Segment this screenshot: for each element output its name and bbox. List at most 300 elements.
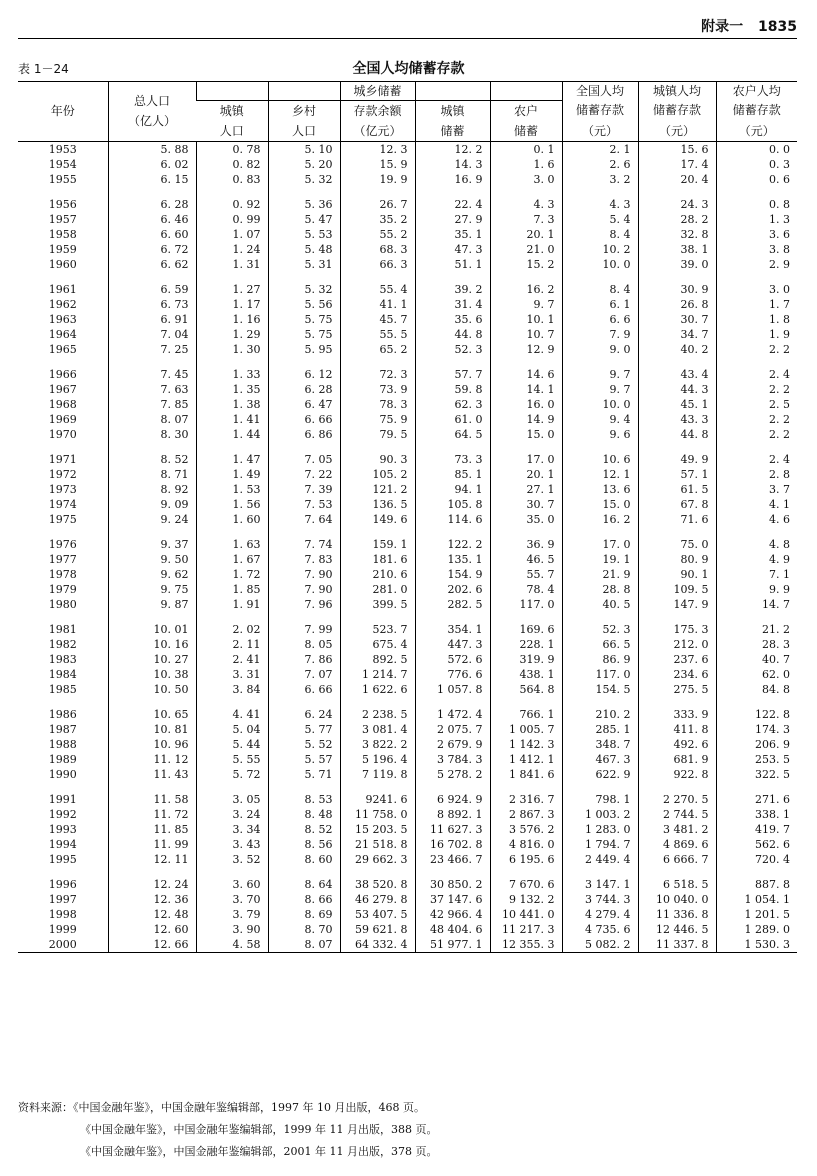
table-row <box>18 682 797 697</box>
spacer-cell <box>562 357 638 367</box>
table-row <box>18 467 797 482</box>
page-number: 1835 <box>758 19 797 35</box>
spacer-cell <box>562 442 638 452</box>
cell-urban-savings: 776. 6 <box>415 667 490 682</box>
cell-urban-per-capita: 39. 0 <box>638 257 716 272</box>
cell-rural-per-capita: 3. 8 <box>716 242 797 257</box>
cell-urban-per-capita: 6 666. 7 <box>638 852 716 867</box>
cell-rural-per-capita: 1 054. 1 <box>716 892 797 907</box>
cell-urban-population: 5. 55 <box>196 752 268 767</box>
cell-total-population: 10. 16 <box>108 637 196 652</box>
cell-urban-savings: 1 472. 4 <box>415 707 490 722</box>
table-row <box>18 342 797 357</box>
table-row <box>18 892 797 907</box>
running-head <box>18 16 797 39</box>
table-row <box>18 597 797 612</box>
header-urban-population-spacer <box>196 82 268 101</box>
cell-national-per-capita: 12. 1 <box>562 467 638 482</box>
cell-savings-balance: 75. 9 <box>340 412 415 427</box>
cell-rural-per-capita: 1. 9 <box>716 327 797 342</box>
cell-national-per-capita: 8. 4 <box>562 227 638 242</box>
cell-total-population: 7. 25 <box>108 342 196 357</box>
cell-year: 1956 <box>48 198 77 211</box>
cell-urban-population: 1. 60 <box>196 512 268 527</box>
cell-rural-savings: 14. 1 <box>490 382 562 397</box>
table-row <box>18 227 797 242</box>
cell-total-population: 9. 09 <box>108 497 196 512</box>
spacer-cell <box>196 272 268 282</box>
spacer-cell <box>716 357 797 367</box>
cell-rural-per-capita: 174. 3 <box>716 722 797 737</box>
header-urban-population-line2: 人口 <box>196 121 268 142</box>
cell-urban-population: 1. 29 <box>196 327 268 342</box>
cell-urban-population: 1. 56 <box>196 497 268 512</box>
table-row <box>18 282 797 297</box>
cell-savings-balance: 55. 2 <box>340 227 415 242</box>
cell-national-per-capita: 6. 1 <box>562 297 638 312</box>
table-row <box>18 852 797 867</box>
cell-urban-per-capita: 43. 4 <box>638 367 716 382</box>
cell-rural-population: 7. 64 <box>268 512 340 527</box>
table-row <box>18 242 797 257</box>
cell-rural-population: 8. 56 <box>268 837 340 852</box>
cell-total-population: 8. 92 <box>108 482 196 497</box>
table-header <box>18 82 797 142</box>
cell-total-population: 9. 75 <box>108 582 196 597</box>
cell-rural-per-capita: 2. 2 <box>716 382 797 397</box>
cell-rural-per-capita: 0. 3 <box>716 157 797 172</box>
cell-urban-per-capita: 49. 9 <box>638 452 716 467</box>
cell-rural-per-capita: 2. 2 <box>716 427 797 442</box>
cell-rural-per-capita: 0. 6 <box>716 172 797 187</box>
cell-urban-savings: 61. 0 <box>415 412 490 427</box>
cell-rural-savings: 20. 1 <box>490 227 562 242</box>
cell-total-population: 10. 38 <box>108 667 196 682</box>
cell-rural-population: 5. 47 <box>268 212 340 227</box>
spacer-cell <box>18 357 108 367</box>
cell-rural-per-capita: 271. 6 <box>716 792 797 807</box>
cell-rural-savings: 1 142. 3 <box>490 737 562 752</box>
spacer-cell <box>18 272 108 282</box>
cell-total-population: 9. 87 <box>108 597 196 612</box>
spacer-cell <box>108 442 196 452</box>
spacer-cell <box>340 527 415 537</box>
cell-rural-population: 7. 53 <box>268 497 340 512</box>
spacer-cell <box>196 782 268 792</box>
table-number: 表 1－24 <box>18 62 69 76</box>
table-row <box>18 297 797 312</box>
cell-urban-savings: 31. 4 <box>415 297 490 312</box>
cell-national-per-capita: 798. 1 <box>562 792 638 807</box>
cell-year: 1994 <box>48 838 77 851</box>
section-label: 附录一 <box>701 19 744 35</box>
cell-urban-per-capita: 17. 4 <box>638 157 716 172</box>
cell-urban-per-capita: 44. 3 <box>638 382 716 397</box>
cell-rural-savings: 20. 1 <box>490 467 562 482</box>
table-row <box>18 157 797 172</box>
cell-rural-savings: 564. 8 <box>490 682 562 697</box>
cell-year: 1953 <box>48 143 77 156</box>
cell-national-per-capita: 15. 0 <box>562 497 638 512</box>
cell-rural-population: 7. 83 <box>268 552 340 567</box>
spacer-cell <box>415 527 490 537</box>
cell-total-population: 9. 62 <box>108 567 196 582</box>
cell-urban-population: 1. 44 <box>196 427 268 442</box>
cell-rural-population: 7. 39 <box>268 482 340 497</box>
cell-urban-savings: 73. 3 <box>415 452 490 467</box>
cell-rural-savings: 11 217. 3 <box>490 922 562 937</box>
cell-rural-savings: 169. 6 <box>490 622 562 637</box>
cell-year: 1964 <box>48 328 77 341</box>
cell-rural-population: 6. 47 <box>268 397 340 412</box>
cell-rural-savings: 3 576. 2 <box>490 822 562 837</box>
spacer-cell <box>638 527 716 537</box>
cell-rural-savings: 0. 1 <box>490 142 562 158</box>
spacer-cell <box>268 697 340 707</box>
table-row <box>18 482 797 497</box>
cell-savings-balance: 105. 2 <box>340 467 415 482</box>
cell-rural-population: 7. 22 <box>268 467 340 482</box>
cell-rural-savings: 27. 1 <box>490 482 562 497</box>
cell-urban-savings: 16 702. 8 <box>415 837 490 852</box>
header-total-population: 总人口 （亿人） <box>108 82 196 142</box>
cell-urban-population: 3. 90 <box>196 922 268 937</box>
cell-urban-savings: 202. 6 <box>415 582 490 597</box>
cell-savings-balance: 66. 3 <box>340 257 415 272</box>
cell-urban-per-capita: 30. 7 <box>638 312 716 327</box>
cell-national-per-capita: 4. 3 <box>562 197 638 212</box>
header-urban-per-capita-line1: 城镇人均 <box>638 82 716 101</box>
table-row <box>18 652 797 667</box>
cell-urban-population: 3. 31 <box>196 667 268 682</box>
cell-urban-per-capita: 11 336. 8 <box>638 907 716 922</box>
cell-total-population: 9. 24 <box>108 512 196 527</box>
cell-year: 1986 <box>48 708 77 721</box>
cell-national-per-capita: 117. 0 <box>562 667 638 682</box>
cell-rural-savings: 1 005. 7 <box>490 722 562 737</box>
cell-urban-per-capita: 681. 9 <box>638 752 716 767</box>
cell-urban-population: 0. 83 <box>196 172 268 187</box>
spacer-cell <box>716 782 797 792</box>
cell-rural-per-capita: 206. 9 <box>716 737 797 752</box>
spacer-cell <box>490 272 562 282</box>
cell-total-population: 7. 04 <box>108 327 196 342</box>
header-balance-line1: 城乡储蓄 <box>340 82 415 101</box>
cell-savings-balance: 12. 3 <box>340 142 415 158</box>
cell-total-population: 11. 72 <box>108 807 196 822</box>
cell-total-population: 6. 62 <box>108 257 196 272</box>
cell-urban-population: 1. 27 <box>196 282 268 297</box>
cell-rural-per-capita: 4. 1 <box>716 497 797 512</box>
cell-rural-per-capita: 122. 8 <box>716 707 797 722</box>
cell-savings-balance: 159. 1 <box>340 537 415 552</box>
cell-total-population: 9. 50 <box>108 552 196 567</box>
table-row <box>18 807 797 822</box>
cell-urban-per-capita: 15. 6 <box>638 142 716 158</box>
cell-urban-per-capita: 109. 5 <box>638 582 716 597</box>
cell-year: 1979 <box>48 583 77 596</box>
cell-urban-savings: 16. 9 <box>415 172 490 187</box>
cell-national-per-capita: 1 003. 2 <box>562 807 638 822</box>
cell-savings-balance: 149. 6 <box>340 512 415 527</box>
cell-savings-balance: 121. 2 <box>340 482 415 497</box>
cell-urban-per-capita: 24. 3 <box>638 197 716 212</box>
cell-rural-population: 8. 48 <box>268 807 340 822</box>
cell-rural-population: 5. 31 <box>268 257 340 272</box>
cell-urban-per-capita: 411. 8 <box>638 722 716 737</box>
cell-urban-per-capita: 71. 6 <box>638 512 716 527</box>
cell-rural-savings: 78. 4 <box>490 582 562 597</box>
spacer-cell <box>490 357 562 367</box>
header-urban-per-capita-line3: （元） <box>638 121 716 142</box>
savings-table <box>18 81 797 953</box>
cell-national-per-capita: 21. 9 <box>562 567 638 582</box>
spacer-cell <box>716 527 797 537</box>
cell-rural-savings: 2 316. 7 <box>490 792 562 807</box>
cell-savings-balance: 46 279. 8 <box>340 892 415 907</box>
cell-national-per-capita: 10. 2 <box>562 242 638 257</box>
cell-urban-savings: 94. 1 <box>415 482 490 497</box>
cell-urban-per-capita: 67. 8 <box>638 497 716 512</box>
cell-rural-savings: 10. 1 <box>490 312 562 327</box>
cell-rural-population: 8. 64 <box>268 877 340 892</box>
spacer-cell <box>340 187 415 197</box>
table-row <box>18 327 797 342</box>
cell-rural-per-capita: 1. 8 <box>716 312 797 327</box>
cell-national-per-capita: 17. 0 <box>562 537 638 552</box>
cell-year: 1998 <box>48 908 77 921</box>
cell-rural-population: 8. 53 <box>268 792 340 807</box>
cell-urban-population: 0. 82 <box>196 157 268 172</box>
cell-rural-population: 7. 90 <box>268 582 340 597</box>
cell-rural-population: 7. 90 <box>268 567 340 582</box>
cell-rural-savings: 3. 0 <box>490 172 562 187</box>
spacer-cell <box>108 357 196 367</box>
cell-rural-per-capita: 2. 4 <box>716 367 797 382</box>
cell-national-per-capita: 16. 2 <box>562 512 638 527</box>
cell-national-per-capita: 1 794. 7 <box>562 837 638 852</box>
cell-rural-population: 5. 20 <box>268 157 340 172</box>
cell-year: 1987 <box>48 723 77 736</box>
cell-rural-population: 7. 74 <box>268 537 340 552</box>
cell-urban-savings: 23 466. 7 <box>415 852 490 867</box>
cell-savings-balance: 41. 1 <box>340 297 415 312</box>
cell-rural-savings: 1 841. 6 <box>490 767 562 782</box>
spacer-cell <box>268 357 340 367</box>
cell-urban-per-capita: 32. 8 <box>638 227 716 242</box>
spacer-cell <box>196 697 268 707</box>
spacer-cell <box>562 187 638 197</box>
cell-savings-balance: 53 407. 5 <box>340 907 415 922</box>
cell-rural-per-capita: 3. 7 <box>716 482 797 497</box>
cell-urban-per-capita: 28. 2 <box>638 212 716 227</box>
cell-rural-savings: 17. 0 <box>490 452 562 467</box>
cell-rural-per-capita: 1 289. 0 <box>716 922 797 937</box>
cell-rural-population: 6. 12 <box>268 367 340 382</box>
spacer-cell <box>108 782 196 792</box>
cell-savings-balance: 64 332. 4 <box>340 937 415 953</box>
cell-rural-savings: 14. 9 <box>490 412 562 427</box>
group-spacer <box>18 442 797 452</box>
cell-urban-population: 4. 58 <box>196 937 268 953</box>
spacer-cell <box>490 527 562 537</box>
cell-urban-population: 3. 34 <box>196 822 268 837</box>
header-urban-savings-line1: 城镇 <box>415 101 490 122</box>
cell-urban-savings: 2 075. 7 <box>415 722 490 737</box>
cell-savings-balance: 675. 4 <box>340 637 415 652</box>
cell-savings-balance: 9241. 6 <box>340 792 415 807</box>
spacer-cell <box>108 272 196 282</box>
cell-total-population: 11. 12 <box>108 752 196 767</box>
spacer-cell <box>638 782 716 792</box>
cell-rural-per-capita: 1. 7 <box>716 297 797 312</box>
cell-year: 1963 <box>48 313 77 326</box>
cell-rural-population: 7. 99 <box>268 622 340 637</box>
cell-urban-savings: 114. 6 <box>415 512 490 527</box>
spacer-cell <box>340 272 415 282</box>
cell-urban-per-capita: 147. 9 <box>638 597 716 612</box>
table-row <box>18 172 797 187</box>
spacer-cell <box>18 867 108 877</box>
cell-savings-balance: 55. 4 <box>340 282 415 297</box>
cell-rural-per-capita: 2. 4 <box>716 452 797 467</box>
spacer-cell <box>268 272 340 282</box>
cell-rural-population: 6. 86 <box>268 427 340 442</box>
cell-urban-per-capita: 3 481. 2 <box>638 822 716 837</box>
spacer-cell <box>415 867 490 877</box>
spacer-cell <box>340 612 415 622</box>
cell-rural-population: 6. 24 <box>268 707 340 722</box>
group-spacer <box>18 782 797 792</box>
cell-rural-savings: 10 441. 0 <box>490 907 562 922</box>
spacer-cell <box>18 612 108 622</box>
cell-national-per-capita: 2. 6 <box>562 157 638 172</box>
cell-rural-savings: 6 195. 6 <box>490 852 562 867</box>
sources-note <box>18 1097 437 1163</box>
cell-total-population: 10. 65 <box>108 707 196 722</box>
header-rural-per-capita-line1: 农户人均 <box>716 82 797 101</box>
cell-urban-savings: 35. 6 <box>415 312 490 327</box>
cell-urban-population: 2. 41 <box>196 652 268 667</box>
cell-year: 1976 <box>48 538 77 551</box>
cell-urban-per-capita: 80. 9 <box>638 552 716 567</box>
cell-urban-population: 0. 99 <box>196 212 268 227</box>
cell-national-per-capita: 285. 1 <box>562 722 638 737</box>
cell-year: 1954 <box>48 158 77 171</box>
cell-total-population: 12. 36 <box>108 892 196 907</box>
cell-urban-savings: 59. 8 <box>415 382 490 397</box>
cell-urban-population: 3. 70 <box>196 892 268 907</box>
cell-national-per-capita: 3 744. 3 <box>562 892 638 907</box>
cell-national-per-capita: 13. 6 <box>562 482 638 497</box>
cell-urban-population: 1. 47 <box>196 452 268 467</box>
cell-rural-per-capita: 4. 8 <box>716 537 797 552</box>
cell-rural-savings: 16. 0 <box>490 397 562 412</box>
spacer-cell <box>490 612 562 622</box>
spacer-cell <box>268 527 340 537</box>
cell-urban-savings: 11 627. 3 <box>415 822 490 837</box>
cell-rural-population: 6. 66 <box>268 682 340 697</box>
cell-rural-savings: 7. 3 <box>490 212 562 227</box>
cell-urban-population: 5. 44 <box>196 737 268 752</box>
cell-rural-per-capita: 7. 1 <box>716 567 797 582</box>
cell-rural-savings: 7 670. 6 <box>490 877 562 892</box>
cell-rural-per-capita: 2. 8 <box>716 467 797 482</box>
cell-year: 1967 <box>48 383 77 396</box>
cell-year: 1981 <box>48 623 77 636</box>
cell-urban-population: 1. 49 <box>196 467 268 482</box>
spacer-cell <box>638 867 716 877</box>
cell-urban-population: 3. 52 <box>196 852 268 867</box>
cell-year: 1960 <box>48 258 77 271</box>
spacer-cell <box>18 442 108 452</box>
header-national-per-capita-line1: 全国人均 <box>562 82 638 101</box>
cell-year: 1996 <box>48 878 77 891</box>
cell-urban-savings: 37 147. 6 <box>415 892 490 907</box>
cell-rural-population: 8. 69 <box>268 907 340 922</box>
cell-total-population: 12. 24 <box>108 877 196 892</box>
cell-urban-population: 3. 84 <box>196 682 268 697</box>
group-spacer <box>18 697 797 707</box>
cell-total-population: 6. 02 <box>108 157 196 172</box>
cell-rural-per-capita: 562. 6 <box>716 837 797 852</box>
cell-total-population: 12. 60 <box>108 922 196 937</box>
cell-national-per-capita: 2 449. 4 <box>562 852 638 867</box>
spacer-cell <box>562 867 638 877</box>
cell-national-per-capita: 86. 9 <box>562 652 638 667</box>
cell-rural-savings: 438. 1 <box>490 667 562 682</box>
cell-urban-per-capita: 333. 9 <box>638 707 716 722</box>
table-row <box>18 142 797 158</box>
header-rural-savings-line1: 农户 <box>490 101 562 122</box>
cell-savings-balance: 78. 3 <box>340 397 415 412</box>
cell-rural-savings: 9. 7 <box>490 297 562 312</box>
table-row <box>18 582 797 597</box>
table-row <box>18 767 797 782</box>
table-row <box>18 257 797 272</box>
spacer-cell <box>638 357 716 367</box>
group-spacer <box>18 867 797 877</box>
cell-national-per-capita: 9. 4 <box>562 412 638 427</box>
cell-rural-population: 5. 52 <box>268 737 340 752</box>
cell-urban-population: 1. 67 <box>196 552 268 567</box>
cell-rural-savings: 766. 1 <box>490 707 562 722</box>
spacer-cell <box>108 697 196 707</box>
cell-total-population: 6. 73 <box>108 297 196 312</box>
cell-year: 1982 <box>48 638 77 651</box>
cell-urban-savings: 14. 3 <box>415 157 490 172</box>
cell-savings-balance: 5 196. 4 <box>340 752 415 767</box>
cell-urban-savings: 52. 3 <box>415 342 490 357</box>
spacer-cell <box>415 187 490 197</box>
cell-rural-population: 5. 32 <box>268 172 340 187</box>
spacer-cell <box>562 697 638 707</box>
cell-national-per-capita: 52. 3 <box>562 622 638 637</box>
cell-year: 1971 <box>48 453 77 466</box>
spacer-cell <box>562 612 638 622</box>
cell-rural-savings: 36. 9 <box>490 537 562 552</box>
cell-savings-balance: 15 203. 5 <box>340 822 415 837</box>
spacer-cell <box>490 867 562 877</box>
spacer-cell <box>415 612 490 622</box>
header-rural-savings-line2: 储蓄 <box>490 121 562 142</box>
cell-urban-savings: 2 679. 9 <box>415 737 490 752</box>
cell-savings-balance: 59 621. 8 <box>340 922 415 937</box>
cell-rural-population: 8. 05 <box>268 637 340 652</box>
cell-urban-population: 2. 11 <box>196 637 268 652</box>
spacer-cell <box>268 187 340 197</box>
cell-urban-savings: 35. 1 <box>415 227 490 242</box>
